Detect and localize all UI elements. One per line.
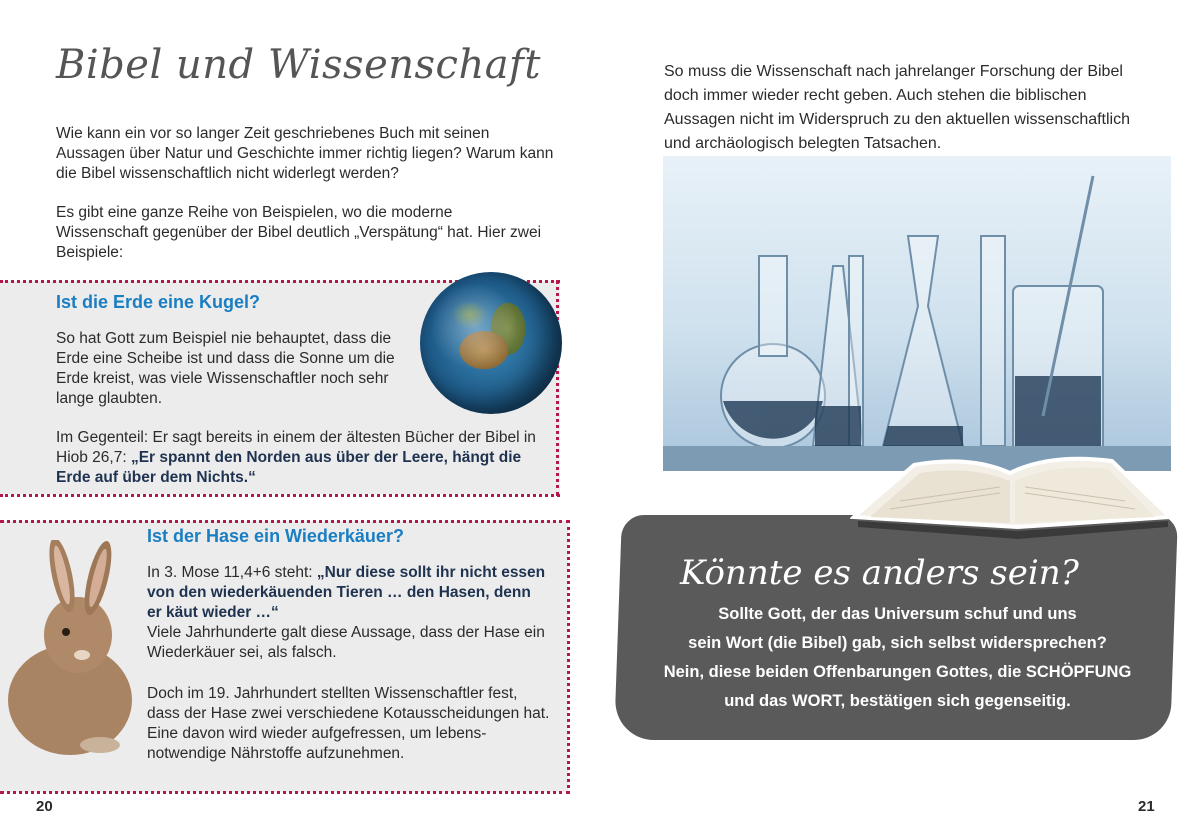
panel-line-1: Sollte Gott, der das Universum schuf und uns xyxy=(718,605,1077,623)
box2-paragraph-1 xyxy=(147,563,547,663)
box1-heading: Ist die Erde eine Kugel? xyxy=(56,292,261,312)
box2-paragraph-1-lead: In 3. Mose 11,4+6 steht: xyxy=(147,564,317,581)
laboratory-glassware-image xyxy=(663,156,1171,471)
right-intro-paragraph: So muss die Wissenschaft nach jahrelanger Forschung der Bibel doch immer wieder recht geben. Auch stehen die biblischen Aussagen nicht im Widerspruch zu den aktuellen wissenschaftlich und archäologisch belegten Tatsachen. xyxy=(664,63,1131,152)
box2-heading: Ist der Hase ein Wiederkäuer? xyxy=(147,526,404,546)
box1-paragraph-1: So hat Gott zum Beispiel nie behauptet, dass die Erde eine Scheibe ist und dass die Sonne um die Erde kreist, was viele Wissenschaftler noch sehr lange glaubten. xyxy=(56,330,395,407)
rabbit-image xyxy=(0,540,140,760)
box2-right-border xyxy=(567,520,570,794)
page-number-right: 21 xyxy=(1138,798,1155,815)
panel-text xyxy=(625,600,1170,716)
panel-title: Könnte es anders sein? xyxy=(680,553,1079,593)
box1-paragraph-2 xyxy=(56,428,553,488)
box1-bottom-border xyxy=(0,494,560,497)
earth-globe-image xyxy=(420,272,562,414)
box1-bible-quote: „Er spannt den Norden aus über der Leere, hängt die Erde auf über dem Nichts.“ xyxy=(56,449,522,486)
open-bible-image xyxy=(850,435,1175,545)
page-title: Bibel und Wissenschaft xyxy=(56,42,541,88)
panel-line-4: und das WORT, bestätigen sich gegenseitig. xyxy=(724,692,1071,710)
panel-line-3: Nein, diese beiden Offenbarungen Gottes, die SCHÖPFUNG xyxy=(663,663,1132,681)
box2-paragraph-1-tail: Viele Jahrhunderte galt diese Aussage, dass der Hase ein Wiederkäuer sei, als falsch. xyxy=(147,624,545,661)
page-number-left: 20 xyxy=(36,798,53,815)
box2-paragraph-2: Doch im 19. Jahrhundert stellten Wissenschaftler fest, dass der Hase zwei verschiedene Kotausscheidungen hat. Eine davon wird wieder aufgefressen, um lebens-notwendige Nährstoffe aufzunehmen. xyxy=(147,685,550,762)
box2-bible-quote: „Nur diese sollt ihr nicht essen von den wiederkäuenden Tieren … den Hasen, denn er käut wieder …“ xyxy=(147,564,546,621)
box1-paragraph-2-lead: Im Gegenteil: Er sagt bereits in einem der ältesten Bücher der Bibel in Hiob 26,7: xyxy=(56,429,536,466)
panel-line-2: sein Wort (die Bibel) gab, sich selbst widersprechen? xyxy=(688,634,1107,652)
box2-top-border xyxy=(0,520,570,523)
box2-bottom-border xyxy=(0,791,570,794)
box1-right-border xyxy=(556,280,559,496)
intro-paragraph-2: Es gibt eine ganze Reihe von Beispielen, wo die moderne Wissenschaft gegenüber der Bibel deutlich „Verspätung“ hat. Hier zwei Beispiele: xyxy=(56,204,542,261)
intro-paragraph-1: Wie kann ein vor so langer Zeit geschriebenes Buch mit seinen Aussagen über Natur und Geschichte immer richtig liegen? Warum kann die Bibel wissenschaftlich nicht widerlegt werden? xyxy=(56,125,554,182)
